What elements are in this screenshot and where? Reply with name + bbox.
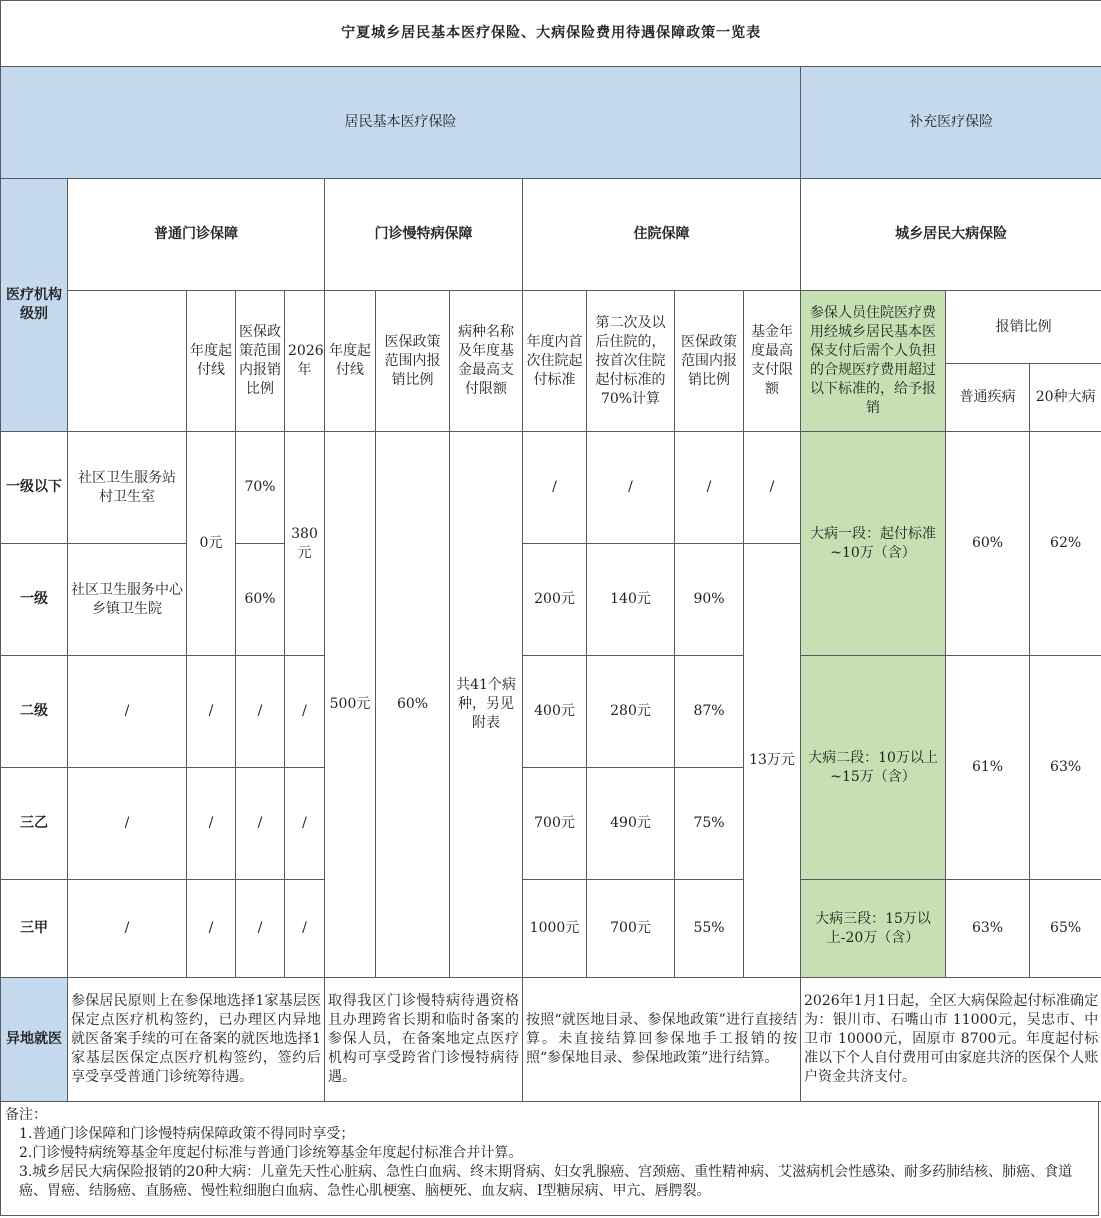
level-cell: 一级 <box>1 544 68 656</box>
note-item: 1.普通门诊保障和门诊慢特病保障政策不得同时享受； <box>19 1126 355 1142</box>
ip-max-cell: / <box>744 432 801 544</box>
header-critical-20: 20种大病 <box>1030 364 1101 432</box>
header-ch-ratio: 医保政策范围内报销比例 <box>376 291 450 432</box>
institution-cell: / <box>68 656 187 768</box>
level-cell: 一级以下 <box>1 432 68 544</box>
institution-cell: / <box>68 768 187 880</box>
op-ratio-cell: / <box>236 880 285 978</box>
remote-inpatient-text: 按照“就医地目录、参保地政策”进行直接结算。未直接结算回参保地手工报销的按照“参保地目录、参保地政策”进行结算。 <box>523 978 801 1102</box>
op-2026-cell: / <box>285 768 325 880</box>
ch-limit-merged: 共41个病种，另见附表 <box>450 432 523 978</box>
op-2026-merged: 380元 <box>285 432 325 656</box>
note-item: 3.城乡居民大病保险报销的20种大病：儿童先天性心脏病、急性白血病、终末期肾病、妇女乳腺癌、宫颈癌、重性精神病、艾滋病机会性感染、耐多药肺结核、肺癌、食道癌、胃癌、结肠癌、直肠癌、慢性粒细胞白血病、急性心肌梗塞、脑梗死、血友病、I型糖尿病、甲亢、唇腭裂。 <box>19 1164 1073 1199</box>
remote-chronic-text: 取得我区门诊慢特病待遇资格且办理跨省长期和临时备案的参保人员，在备案地定点医疗机构可享受跨省门诊慢特病待遇。 <box>325 978 523 1102</box>
critical-tier-3-common: 63% <box>946 880 1030 978</box>
level-cell: 二级 <box>1 656 68 768</box>
header-op-institution <box>68 291 187 432</box>
notes-section <box>0 1102 1099 1216</box>
critical-tier-3-major: 65% <box>1030 880 1101 978</box>
ip-first-cell: 700元 <box>523 768 587 880</box>
critical-tier-2-common: 61% <box>946 656 1030 880</box>
header-ip-first: 年度内首次住院起付标准 <box>523 291 587 432</box>
critical-tier-1-common: 60% <box>946 432 1030 656</box>
note-item: 2.门诊慢特病统筹基金年度起付标准与普通门诊统筹基金年度起付标准合并计算。 <box>19 1145 523 1161</box>
ip-max-merged: 13万元 <box>744 544 801 978</box>
header-ip-max: 基金年度最高支付限额 <box>744 291 801 432</box>
institution-cell: 社区卫生服务站 村卫生室 <box>68 432 187 544</box>
op-2026-cell: / <box>285 880 325 978</box>
critical-tier-2: 大病二段：10万以上~15万（含） <box>801 656 946 880</box>
op-threshold-cell: / <box>187 880 236 978</box>
header-chronic: 门诊慢特病保障 <box>325 179 523 291</box>
section-supplement-insurance: 补充医疗保险 <box>801 67 1101 179</box>
critical-tier-2-major: 63% <box>1030 656 1101 880</box>
critical-tier-1-major: 62% <box>1030 432 1101 656</box>
header-op-2026: 2026年 <box>285 291 325 432</box>
remote-outpatient-text: 参保居民原则上在参保地选择1家基层医保定点医疗机构签约，已办理区内异地就医备案手续的可在备案的就医地选择1家基层医保定点医疗机构签约，签约后享受享受普通门诊统筹待遇。 <box>68 978 325 1102</box>
op-threshold-merged: 0元 <box>187 432 236 656</box>
op-ratio-cell: / <box>236 656 285 768</box>
header-critical-desc: 参保人员住院医疗费用经城乡居民基本医保支付后需个人负担的合规医疗费用超过以下标准的，给予报销 <box>801 291 946 432</box>
institution-cell: / <box>68 880 187 978</box>
header-op-threshold: 年度起付线 <box>187 291 236 432</box>
header-outpatient: 普通门诊保障 <box>68 179 325 291</box>
ip-first-cell: / <box>523 432 587 544</box>
ip-ratio-cell: / <box>675 432 744 544</box>
op-ratio-cell: 60% <box>236 544 285 656</box>
page-title: 宁夏城乡居民基本医疗保险、大病保险费用待遇保障政策一览表 <box>1 1 1101 67</box>
remote-care-label: 异地就医 <box>1 978 68 1102</box>
header-ch-limit: 病种名称及年度基金最高支付限额 <box>450 291 523 432</box>
ip-ratio-cell: 90% <box>675 544 744 656</box>
ip-second-cell: 700元 <box>587 880 675 978</box>
remote-critical-text: 2026年1月1日起，全区大病保险起付标准确定为：银川市、石嘴山市 11000元，吴忠市、中卫市 10000元，固原市 8700元。年度起付标准以下个人自付费用可由家庭共济的医保个人账户资金共济支付。 <box>801 978 1101 1102</box>
header-op-ratio: 医保政策范围内报销比例 <box>236 291 285 432</box>
ch-ratio-merged: 60% <box>376 432 450 978</box>
header-critical-ratio: 报销比例 <box>946 291 1101 364</box>
notes-heading: 备注： <box>5 1107 47 1123</box>
ip-first-cell: 200元 <box>523 544 587 656</box>
institution-cell: 社区卫生服务中心 乡镇卫生院 <box>68 544 187 656</box>
section-basic-insurance: 居民基本医疗保险 <box>1 67 801 179</box>
header-ch-threshold: 年度起付线 <box>325 291 376 432</box>
ip-ratio-cell: 87% <box>675 656 744 768</box>
op-threshold-cell: / <box>187 768 236 880</box>
ip-first-cell: 400元 <box>523 656 587 768</box>
header-ip-ratio: 医保政策范围内报销比例 <box>675 291 744 432</box>
ip-first-cell: 1000元 <box>523 880 587 978</box>
ip-ratio-cell: 75% <box>675 768 744 880</box>
ip-second-cell: / <box>587 432 675 544</box>
ip-second-cell: 490元 <box>587 768 675 880</box>
header-ip-second: 第二次及以后住院的，按首次住院起付标准的70%计算 <box>587 291 675 432</box>
header-critical: 城乡居民大病保险 <box>801 179 1101 291</box>
level-cell: 三甲 <box>1 880 68 978</box>
critical-tier-3: 大病三段：15万以上-20万（含） <box>801 880 946 978</box>
header-critical-common: 普通疾病 <box>946 364 1030 432</box>
header-institution-level: 医疗机构级别 <box>1 179 68 432</box>
ip-ratio-cell: 55% <box>675 880 744 978</box>
level-cell: 三乙 <box>1 768 68 880</box>
header-inpatient: 住院保障 <box>523 179 801 291</box>
op-threshold-cell: / <box>187 656 236 768</box>
ch-threshold-merged: 500元 <box>325 432 376 978</box>
ip-second-cell: 140元 <box>587 544 675 656</box>
critical-tier-1: 大病一段：起付标准~10万（含） <box>801 432 946 656</box>
ip-second-cell: 280元 <box>587 656 675 768</box>
op-2026-cell: / <box>285 656 325 768</box>
op-ratio-cell: / <box>236 768 285 880</box>
op-ratio-cell: 70% <box>236 432 285 544</box>
